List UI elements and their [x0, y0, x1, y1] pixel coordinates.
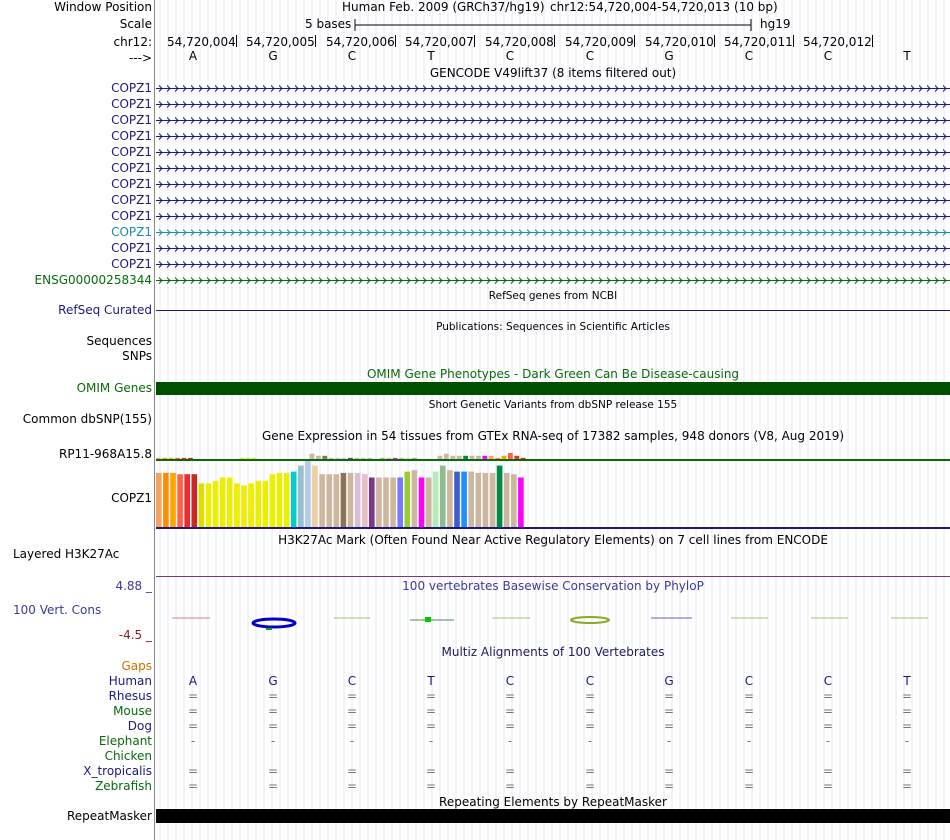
gtex-copz1-bar [170, 473, 176, 527]
gtex-track-title: Gene Expression in 54 tissues from GTEx RNA-seq of 17382 samples, 948 donors (V8, Aug 2019) [261, 429, 845, 443]
gencode-transcript-label[interactable]: ENSG00000258344 [34, 273, 152, 287]
multiz-alignment-char: = [505, 689, 516, 703]
gtex-copz1-bar [426, 478, 432, 528]
gtex-copz1-bar [319, 474, 325, 527]
gencode-transcript-line[interactable] [156, 225, 950, 240]
refseq-track-line [156, 310, 950, 311]
omim-track-title: OMIM Gene Phenotypes - Dark Green Can Be Disease-causing [366, 367, 740, 381]
publications-sequences-label[interactable]: Sequences [86, 334, 152, 348]
coordinate-label: 54,720,012 [803, 35, 872, 49]
gtex-copz1-bar [419, 478, 425, 528]
label-panel-separator [154, 0, 155, 840]
multiz-species-label[interactable]: X_tropicalis [83, 764, 152, 778]
gencode-transcript-label[interactable]: COPZ1 [111, 129, 152, 143]
position-text[interactable]: chr12:54,720,004-54,720,013 (10 bp) [550, 0, 778, 14]
gencode-transcript-line[interactable] [156, 161, 950, 176]
gtex-rp11-label[interactable]: RP11-968A15.8 [58, 447, 152, 461]
gtex-copz1-bar [334, 474, 340, 527]
gtex-copz1-bar [248, 483, 254, 527]
gtex-copz1-bar [504, 473, 510, 527]
gencode-transcript-line[interactable] [156, 129, 950, 144]
multiz-alignment-char: = [347, 764, 358, 778]
conservation-mark [571, 617, 609, 623]
gencode-transcript-label[interactable]: COPZ1 [111, 225, 152, 239]
coordinate-tick [554, 35, 555, 47]
refseq-track-title: RefSeq genes from NCBI [488, 290, 618, 302]
multiz-alignment-char: = [268, 689, 279, 703]
gtex-expression-chart[interactable] [156, 450, 950, 530]
base-letter: G [268, 49, 278, 63]
gtex-copz1-bar [376, 478, 382, 528]
publications-snps-label[interactable]: SNPs [122, 349, 152, 363]
gencode-transcript-label[interactable]: COPZ1 [111, 145, 152, 159]
coordinate-label: 54,720,007 [405, 35, 474, 49]
gtex-copz1-bar [369, 478, 375, 528]
gtex-copz1-bar [291, 472, 297, 527]
base-letter: T [903, 49, 911, 63]
multiz-alignment-char: = [426, 764, 437, 778]
multiz-alignment-char: - [270, 734, 276, 748]
gencode-transcript-line[interactable] [156, 241, 950, 256]
coordinate-tick [315, 35, 316, 47]
multiz-alignment-char: = [188, 764, 199, 778]
gtex-copz1-bar [348, 473, 354, 527]
gtex-copz1-bar [220, 478, 226, 528]
multiz-alignment-char: - [349, 734, 355, 748]
omim-track-label[interactable]: OMIM Genes [76, 381, 152, 395]
gtex-copz1-bar [184, 474, 190, 527]
multiz-alignment-char: - [904, 734, 910, 748]
multiz-alignment-char: = [744, 689, 755, 703]
multiz-alignment-char: = [664, 764, 675, 778]
multiz-alignment-char: G [268, 674, 278, 688]
coordinate-tick [793, 35, 794, 47]
multiz-alignment-char: = [268, 719, 279, 733]
multiz-alignment-char: = [823, 689, 834, 703]
gtex-copz1-bar [213, 481, 219, 527]
multiz-alignment-char: - [428, 734, 434, 748]
multiz-alignment-char: = [188, 779, 199, 793]
multiz-alignment-char: - [746, 734, 752, 748]
multiz-alignment-char: = [426, 689, 437, 703]
multiz-species-label[interactable]: Human [108, 674, 152, 688]
gencode-transcript-label[interactable]: COPZ1 [111, 81, 152, 95]
multiz-species-label[interactable]: Dog [127, 719, 152, 733]
repeatmasker-bar[interactable] [156, 809, 950, 823]
gtex-copz1-bar [362, 474, 368, 527]
base-letter: T [427, 49, 435, 63]
gencode-transcript-line[interactable] [156, 177, 950, 192]
coordinate-tick [236, 35, 237, 47]
multiz-alignment-char: = [744, 719, 755, 733]
conservation-mark [266, 628, 272, 630]
base-letter: C [585, 49, 595, 63]
multiz-alignment-char: = [268, 764, 279, 778]
gtex-copz1-bar [440, 466, 446, 527]
gencode-transcript-line[interactable] [156, 113, 950, 128]
gtex-copz1-bar [326, 474, 332, 527]
gtex-copz1-bar [227, 478, 233, 528]
gtex-copz1-bar [447, 470, 453, 527]
multiz-alignment-char: = [823, 719, 834, 733]
multiz-alignment-char: = [347, 704, 358, 718]
multiz-alignment-char: = [585, 689, 596, 703]
multiz-alignment-char: = [268, 779, 279, 793]
omim-phenotype-bar[interactable] [156, 382, 950, 395]
gtex-copz1-bar [468, 472, 474, 527]
coordinate-tick [714, 35, 715, 47]
window-position-label: Window Position [54, 0, 152, 14]
scale-assembly: hg19 [760, 17, 791, 31]
coordinate-label: 54,720,009 [565, 35, 634, 49]
gtex-copz1-bar [192, 474, 198, 527]
conservation-mark [425, 617, 431, 622]
multiz-alignment-char: - [190, 734, 196, 748]
refseq-track-label[interactable]: RefSeq Curated [58, 303, 152, 317]
multiz-alignment-char: T [427, 674, 435, 688]
h3k27ac-baseline [156, 576, 950, 577]
conservation-logo-row[interactable] [156, 612, 950, 632]
base-letter: C [505, 49, 515, 63]
multiz-alignment-char: = [505, 779, 516, 793]
multiz-gaps-label[interactable]: Gaps [121, 659, 152, 673]
gencode-transcript-line[interactable] [156, 145, 950, 160]
multiz-alignment-char: C [347, 674, 357, 688]
coordinate-tick [395, 35, 396, 47]
gencode-transcript-label[interactable]: COPZ1 [111, 113, 152, 127]
strand-arrow-label[interactable]: ---> [128, 51, 152, 65]
multiz-alignment-char: = [664, 704, 675, 718]
multiz-alignment-char: = [664, 689, 675, 703]
gencode-transcript-line[interactable] [156, 97, 950, 112]
multiz-alignment-char: = [585, 779, 596, 793]
gencode-transcript-line[interactable] [156, 81, 950, 96]
scale-bar [354, 18, 754, 32]
multiz-alignment-char: = [426, 719, 437, 733]
multiz-species-label[interactable]: Elephant [98, 734, 152, 748]
repeatmasker-track-title: Repeating Elements by RepeatMasker [439, 795, 667, 809]
multiz-alignment-char: = [744, 764, 755, 778]
conservation-track-label[interactable]: 100 Vert. Cons [13, 603, 102, 617]
multiz-alignment-char: = [585, 764, 596, 778]
multiz-alignment-char: = [823, 704, 834, 718]
gtex-copz1-bar [270, 474, 276, 527]
conservation-max-label: 4.88 _ [115, 579, 152, 593]
conservation-track-title: 100 vertebrates Basewise Conservation by PhyloP [402, 579, 704, 593]
multiz-alignment-char: = [902, 779, 913, 793]
coordinate-tick [872, 35, 873, 47]
multiz-track-title: Multiz Alignments of 100 Vertebrates [441, 645, 665, 659]
multiz-alignment-char: - [825, 734, 831, 748]
multiz-alignment-char: = [347, 689, 358, 703]
gtex-copz1-bar [511, 474, 517, 527]
multiz-alignment-char: = [505, 704, 516, 718]
multiz-species-label[interactable]: Chicken [104, 749, 152, 763]
multiz-alignment-char: = [268, 704, 279, 718]
base-letter: C [823, 49, 833, 63]
gencode-transcript-label[interactable]: COPZ1 [111, 97, 152, 111]
multiz-alignment-char: = [902, 689, 913, 703]
gtex-copz1-label[interactable]: COPZ1 [111, 491, 152, 505]
multiz-alignment-char: - [666, 734, 672, 748]
multiz-alignment-char: - [507, 734, 513, 748]
gtex-copz1-bar [206, 483, 212, 527]
coordinate-tick [474, 35, 475, 47]
base-letter: G [664, 49, 674, 63]
multiz-species-label[interactable]: Rhesus [108, 689, 152, 703]
gencode-transcript-label[interactable]: COPZ1 [111, 161, 152, 175]
gtex-copz1-bar [156, 473, 162, 527]
gtex-copz1-bar [461, 472, 467, 527]
gtex-copz1-bar [454, 472, 460, 527]
multiz-alignment-char: T [903, 674, 911, 688]
multiz-alignment-char: = [902, 764, 913, 778]
gtex-copz1-bar [312, 466, 318, 527]
gtex-copz1-bar [476, 473, 482, 527]
multiz-alignment-char: = [823, 764, 834, 778]
gtex-copz1-bar [298, 466, 304, 527]
conservation-min-label: -4.5 _ [118, 628, 152, 642]
gtex-copz1-bar [305, 461, 311, 527]
chrom-label: chr12: [113, 35, 152, 49]
multiz-alignment-char: G [664, 674, 674, 688]
gtex-copz1-bar [277, 473, 283, 527]
gtex-copz1-bar [163, 473, 169, 527]
multiz-alignment-char: = [188, 704, 199, 718]
scale-label: Scale [119, 17, 152, 31]
gtex-copz1-bar [490, 473, 496, 527]
coordinate-label: 54,720,004 [167, 35, 236, 49]
gencode-transcript-label[interactable]: COPZ1 [111, 241, 152, 255]
gtex-copz1-bar [397, 478, 403, 528]
multiz-alignment-char: = [347, 719, 358, 733]
coordinate-label: 54,720,010 [645, 35, 714, 49]
multiz-alignment-char: C [823, 674, 833, 688]
gtex-copz1-bar [177, 474, 183, 527]
gtex-rp11-bar [508, 453, 513, 460]
gencode-transcript-label[interactable]: COPZ1 [111, 177, 152, 191]
multiz-alignment-char: A [188, 674, 198, 688]
dbsnp-track-title: Short Genetic Variants from dbSNP release 155 [428, 399, 678, 411]
multiz-alignment-char: C [585, 674, 595, 688]
multiz-alignment-char: = [505, 719, 516, 733]
gencode-transcript-line[interactable] [156, 273, 950, 288]
assembly-text: Human Feb. 2009 (GRCh37/hg19) [342, 0, 545, 14]
publications-track-title: Publications: Sequences in Scientific Articles [436, 321, 670, 333]
multiz-alignment-char: - [587, 734, 593, 748]
h3k27ac-track-label[interactable]: Layered H3K27Ac [13, 547, 120, 561]
coordinate-label: 54,720,005 [246, 35, 315, 49]
gtex-copz1-bar [234, 483, 240, 527]
multiz-alignment-char: = [347, 779, 358, 793]
gtex-copz1-bar [405, 472, 411, 527]
gtex-copz1-bar [433, 472, 439, 527]
gtex-copz1-bar [263, 481, 269, 527]
h3k27ac-track-title: H3K27Ac Mark (Often Found Near Active Regulatory Elements) on 7 cell lines from ENCODE [278, 533, 828, 547]
multiz-alignment-char: = [744, 779, 755, 793]
conservation-logo-g [253, 619, 295, 627]
multiz-alignment-char: C [744, 674, 754, 688]
multiz-alignment-char: C [505, 674, 515, 688]
multiz-alignment-char: = [902, 719, 913, 733]
repeatmasker-track-label[interactable]: RepeatMasker [66, 809, 152, 823]
multiz-alignment-char: = [426, 704, 437, 718]
multiz-alignment-char: = [823, 779, 834, 793]
gencode-transcript-line[interactable] [156, 257, 950, 272]
gtex-copz1-bar [241, 485, 247, 527]
multiz-species-label[interactable]: Mouse [113, 704, 152, 718]
coordinate-tick [634, 35, 635, 47]
base-letter: C [744, 49, 754, 63]
gtex-copz1-bar [341, 473, 347, 527]
gtex-copz1-bar [412, 470, 418, 527]
gtex-copz1-bar [284, 473, 290, 527]
base-letter: C [347, 49, 357, 63]
gtex-copz1-bar [255, 481, 261, 527]
gencode-transcript-line[interactable] [156, 193, 950, 208]
gtex-copz1-bar [199, 483, 205, 527]
gtex-copz1-bar [390, 478, 396, 528]
multiz-alignment-char: = [664, 779, 675, 793]
gencode-track-title: GENCODE V49lift37 (8 items filtered out) [429, 66, 677, 80]
base-letter: A [188, 49, 198, 63]
gtex-copz1-bar [518, 478, 524, 528]
multiz-alignment-char: = [902, 704, 913, 718]
multiz-alignment-char: = [188, 719, 199, 733]
gencode-transcript-label[interactable]: COPZ1 [111, 257, 152, 271]
multiz-alignment-char: = [426, 779, 437, 793]
multiz-species-label[interactable]: Zebrafish [95, 779, 152, 793]
coordinate-label: 54,720,008 [485, 35, 554, 49]
multiz-alignment-char: = [188, 689, 199, 703]
gtex-copz1-bar [355, 473, 361, 527]
gencode-transcript-label[interactable]: COPZ1 [111, 209, 152, 223]
multiz-alignment-char: = [505, 764, 516, 778]
multiz-alignment-char: = [744, 704, 755, 718]
gtex-copz1-bar [383, 478, 389, 528]
multiz-alignment-char: = [585, 704, 596, 718]
gtex-copz1-bar [483, 473, 489, 527]
coordinate-label: 54,720,006 [326, 35, 395, 49]
gtex-copz1-bar [497, 466, 503, 527]
coordinate-label: 54,720,011 [724, 35, 793, 49]
dbsnp-track-label[interactable]: Common dbSNP(155) [22, 412, 152, 426]
scale-value: 5 bases [305, 17, 352, 31]
gencode-transcript-line[interactable] [156, 209, 950, 224]
gencode-transcript-label[interactable]: COPZ1 [111, 193, 152, 207]
multiz-alignment-char: = [664, 719, 675, 733]
multiz-alignment-char: = [585, 719, 596, 733]
